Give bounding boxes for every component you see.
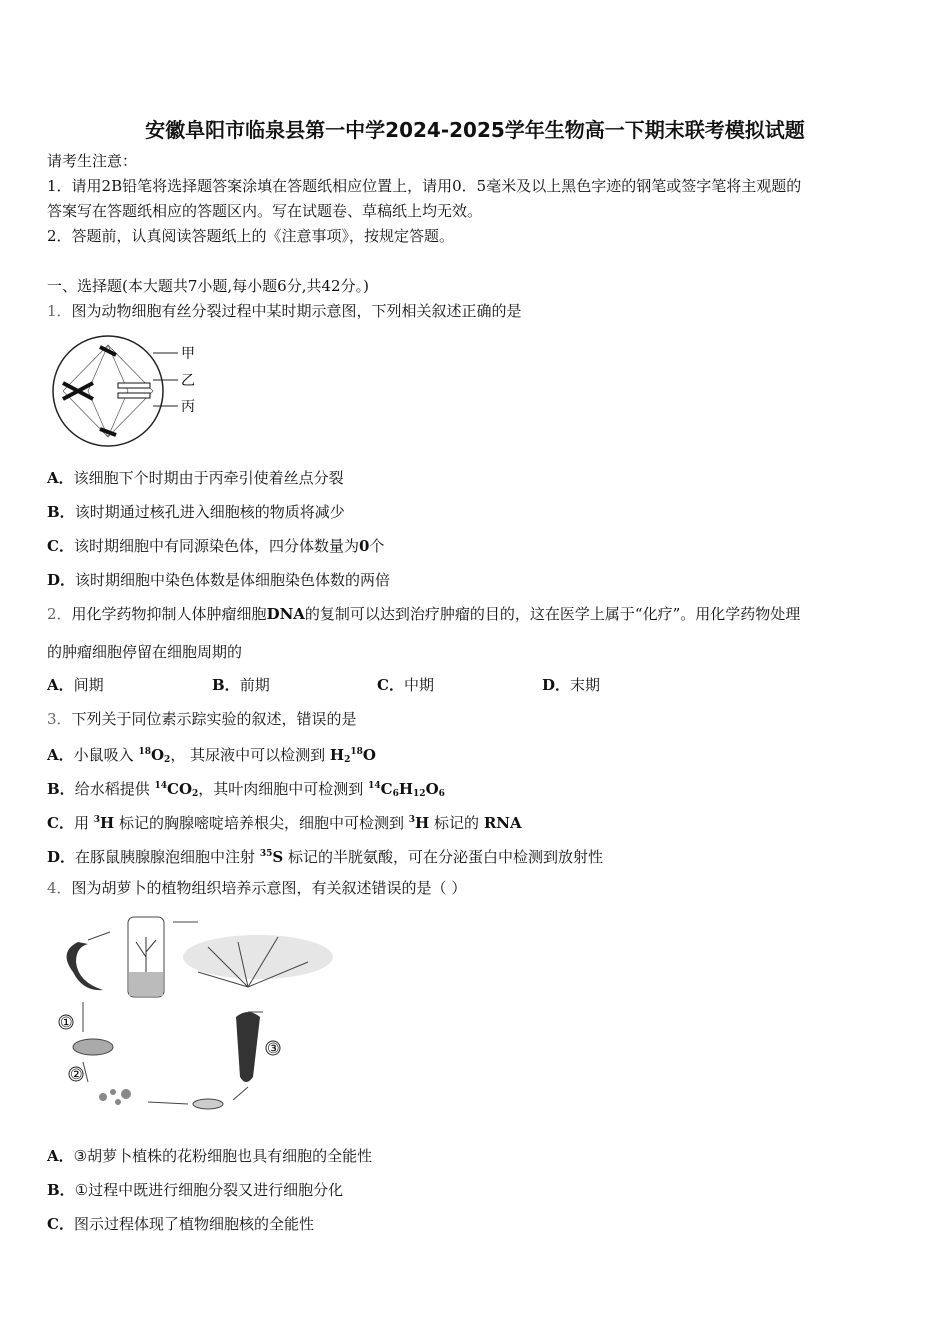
option-c	[377, 675, 542, 695]
question-stem: 用化学药物抑制人体肿瘤细胞	[71, 605, 267, 623]
option-b	[47, 1180, 343, 1200]
option-key: C．	[47, 537, 74, 555]
text-fragment: 小鼠吸入	[73, 746, 134, 764]
option-text: 该时期通过核孔进入细胞核的物质将减少	[74, 503, 345, 521]
option-text: 该细胞下个时期由于丙牵引使着丝点分裂	[73, 469, 344, 487]
option-a	[47, 468, 344, 488]
text-fragment: ③胡萝卜植株的花粉细胞也具有细胞的全能性	[73, 1147, 373, 1165]
text-fragment: B．	[212, 676, 240, 694]
question-number: 2．	[47, 605, 72, 623]
text-fragment: 图示过程体现了植物细胞核的全能性	[73, 1215, 314, 1233]
question-2-cont: 的肿瘤细胞停留在细胞周期的	[47, 643, 243, 661]
text-fragment: C	[380, 780, 393, 798]
section-heading: 一、选择题(本大题共7小题,每小题6分,共42分。)	[47, 277, 369, 295]
question-1	[47, 301, 522, 321]
text-fragment: 6	[392, 789, 399, 799]
option-d	[47, 844, 603, 867]
text-fragment: 标记的胸腺嘧啶培养根尖，细胞中可检测到	[118, 814, 404, 832]
text-fragment: ①过程中既进行细胞分裂又进行细胞分化	[74, 1181, 344, 1199]
notice-line: 答案写在答题纸相应的答题区内。写在试题卷、草稿纸上均无效。	[47, 202, 483, 220]
figure-label: ②	[70, 1067, 83, 1083]
question-4	[47, 878, 466, 898]
notice-line: 1．请用2B铅笔将选择题答案涂填在答题纸相应位置上，请用0．5毫米及以上黑色字迹的钢笔或签字笔将主观题的	[47, 177, 802, 195]
text-fragment: 6	[438, 789, 445, 799]
option-text: 该时期细胞中有同源染色体，四分体数量为	[73, 537, 359, 555]
text-fragment: H	[398, 780, 414, 798]
text-fragment: 标记的半胱氨酸，可在分泌蛋白中检测到放射性	[287, 848, 603, 866]
text-fragment: H	[415, 814, 430, 832]
option-a	[47, 742, 376, 770]
text-fragment: H	[329, 746, 345, 764]
text-fragment: 2	[164, 755, 171, 765]
option-a	[47, 1146, 372, 1166]
question-stem: DNA	[266, 605, 305, 623]
text-fragment: O	[150, 746, 165, 764]
question-stem: 下列关于同位素示踪实验的叙述，错误的是	[71, 710, 357, 728]
text-fragment: B．	[47, 780, 75, 798]
figure-label: 丙	[181, 399, 195, 415]
option-c	[47, 810, 522, 833]
text-fragment: O	[362, 746, 376, 764]
carrot-tissue-culture-figure	[48, 912, 338, 1117]
text-fragment: O	[425, 780, 439, 798]
text-fragment: C．	[47, 814, 74, 832]
text-fragment: 2	[344, 755, 351, 765]
notice-heading: 请考生注意：	[47, 152, 138, 170]
option-key: D．	[47, 571, 76, 589]
text-fragment: D．	[47, 848, 76, 866]
text-fragment: 前期	[239, 676, 270, 694]
question-stem: 图为动物细胞有丝分裂过程中某时期示意图，下列相关叙述正确的是	[71, 302, 522, 320]
text-fragment: A．	[47, 676, 74, 694]
text-fragment: 18	[138, 747, 151, 757]
text-fragment: A．	[47, 1147, 74, 1165]
option-text: 0	[358, 537, 370, 555]
option-c	[47, 536, 384, 556]
text-fragment: H	[100, 814, 115, 832]
question-number: 4．	[47, 879, 72, 897]
option-a	[47, 675, 212, 695]
figure-label: ①	[60, 1015, 73, 1031]
figure-label: 乙	[181, 373, 195, 389]
question-stem: 图为胡萝卜的植物组织培养示意图，有关叙述错误的是（ ）	[71, 879, 467, 897]
text-fragment: B．	[47, 1181, 75, 1199]
question-stem: 的复制可以达到治疗肿瘤的目的，这在医学上属于“化疗”。用化学药物处理	[304, 605, 801, 623]
option-b	[47, 502, 345, 522]
text-fragment: D．	[542, 676, 571, 694]
options-row	[47, 675, 600, 695]
option-d	[47, 570, 390, 590]
option-d	[542, 676, 600, 694]
text-fragment: CO	[167, 780, 193, 798]
text-fragment: 35	[259, 849, 273, 859]
option-c	[47, 1214, 314, 1234]
text-fragment: RNA	[483, 814, 522, 832]
text-fragment: 2	[192, 789, 199, 799]
text-fragment: 标记的	[434, 814, 480, 832]
text-fragment: 3	[408, 815, 416, 825]
option-key: B．	[47, 503, 75, 521]
option-text: 个	[369, 537, 385, 555]
text-fragment: 间期	[73, 676, 104, 694]
text-fragment: 12	[413, 789, 426, 799]
text-fragment: 用	[73, 814, 89, 832]
text-fragment: A．	[47, 746, 74, 764]
page-title: 安徽阜阳市临泉县第一中学2024-2025学年生物高一下期末联考模拟试题	[145, 118, 805, 142]
text-fragment: ，其叶肉细胞中可检测到	[198, 780, 364, 798]
question-number: 3．	[47, 710, 72, 728]
text-fragment: 3	[93, 815, 101, 825]
text-fragment: 中期	[403, 676, 434, 694]
text-fragment: 末期	[570, 676, 601, 694]
text-fragment: S	[272, 848, 284, 866]
question-2	[47, 604, 800, 624]
text-fragment: 给水稻提供	[74, 780, 150, 798]
option-text: 该时期细胞中染色体数是体细胞染色体数的两倍	[75, 571, 391, 589]
text-fragment: 14	[368, 781, 381, 791]
text-fragment: C．	[47, 1215, 74, 1233]
text-fragment: 18	[350, 747, 363, 757]
text-fragment: C．	[377, 676, 404, 694]
text-fragment: 14	[154, 781, 168, 791]
text-fragment: 在豚鼠胰腺腺泡细胞中注射	[75, 848, 256, 866]
question-number: 1．	[47, 302, 72, 320]
option-b	[47, 776, 445, 804]
question-3	[47, 709, 357, 729]
option-key: A．	[47, 469, 74, 487]
mitosis-cell-figure	[48, 333, 208, 451]
figure-label: ③	[267, 1041, 280, 1057]
figure-label: 甲	[181, 346, 195, 362]
notice-line: 2．答题前，认真阅读答题纸上的《注意事项》，按规定答题。	[47, 227, 455, 245]
text-fragment: ， 其尿液中可以检测到	[170, 746, 326, 764]
option-b	[212, 675, 377, 695]
